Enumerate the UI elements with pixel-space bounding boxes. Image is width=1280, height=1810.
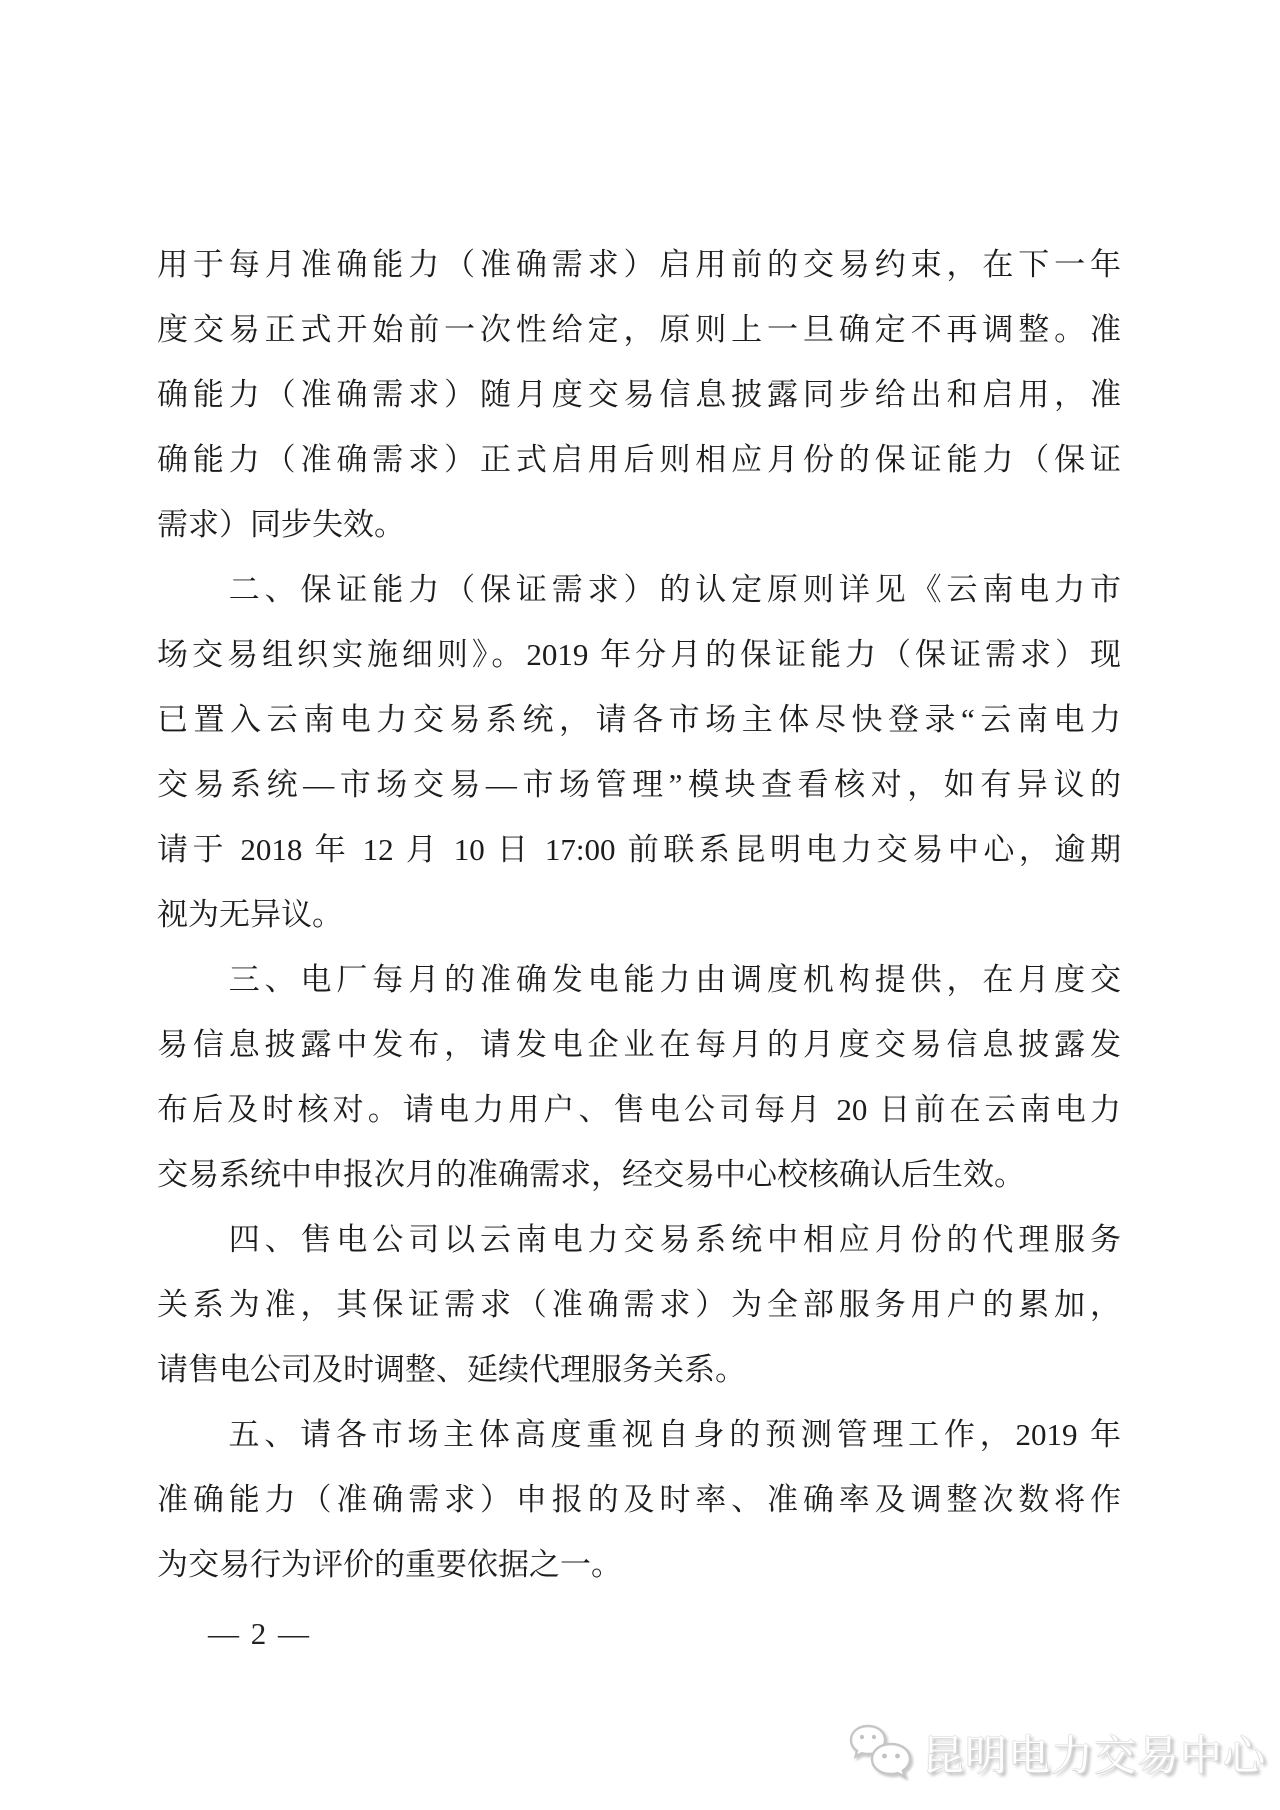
document-line: 三、电厂每月的准确发电能力由调度机构提供，在月度交 [157, 962, 1121, 997]
document-line: 已置入云南电力交易系统，请各市场主体尽快登录“云南电力 [157, 702, 1121, 737]
brand-name: 昆明电力交易中心 [921, 1732, 1266, 1779]
footer-watermark [846, 1722, 1266, 1784]
document-line: 请售电公司及时调整、延续代理服务关系。 [157, 1352, 746, 1387]
document-line: 四、售电公司以云南电力交易系统中相应月份的代理服务 [157, 1222, 1121, 1257]
document-body [157, 232, 1121, 1597]
document-line: 请于 2018 年 12 月 10 日 17:00 前联系昆明电力交易中心，逾期 [157, 832, 1121, 867]
document-line: 场交易组织实施细则》。2019 年分月的保证能力（保证需求）现 [157, 637, 1121, 672]
document-line: 二、保证能力（保证需求）的认定原则详见《云南电力市 [157, 572, 1121, 607]
document-line: 五、请各市场主体高度重视自身的预测管理工作，2019 年 [157, 1417, 1121, 1452]
document-line: 准确能力（准确需求）申报的及时率、准确率及调整次数将作 [157, 1482, 1121, 1517]
document-line: 关系为准，其保证需求（准确需求）为全部服务用户的累加， [157, 1287, 1121, 1322]
document-line: 布后及时核对。请电力用户、售电公司每月 20 日前在云南电力 [157, 1092, 1121, 1127]
document-line: 易信息披露中发布，请发电企业在每月的月度交易信息披露发 [157, 1027, 1121, 1062]
document-line: 交易系统中申报次月的准确需求，经交易中心校核确认后生效。 [157, 1157, 1025, 1192]
page-number: — 2 — [208, 1616, 311, 1651]
document-line: 确能力（准确需求）正式启用后则相应月份的保证能力（保证 [157, 442, 1121, 477]
document-line: 交易系统—市场交易—市场管理”模块查看核对，如有异议的 [157, 767, 1121, 802]
document-line: 度交易正式开始前一次性给定，原则上一旦确定不再调整。准 [157, 312, 1121, 347]
wechat-icon [846, 1722, 914, 1784]
document-line: 视为无异议。 [157, 897, 343, 932]
document-line: 需求）同步失效。 [157, 507, 405, 542]
document-line: 为交易行为评价的重要依据之一。 [157, 1547, 622, 1582]
document-line: 确能力（准确需求）随月度交易信息披露同步给出和启用，准 [157, 377, 1121, 412]
document-line: 用于每月准确能力（准确需求）启用前的交易约束，在下一年 [157, 247, 1121, 282]
